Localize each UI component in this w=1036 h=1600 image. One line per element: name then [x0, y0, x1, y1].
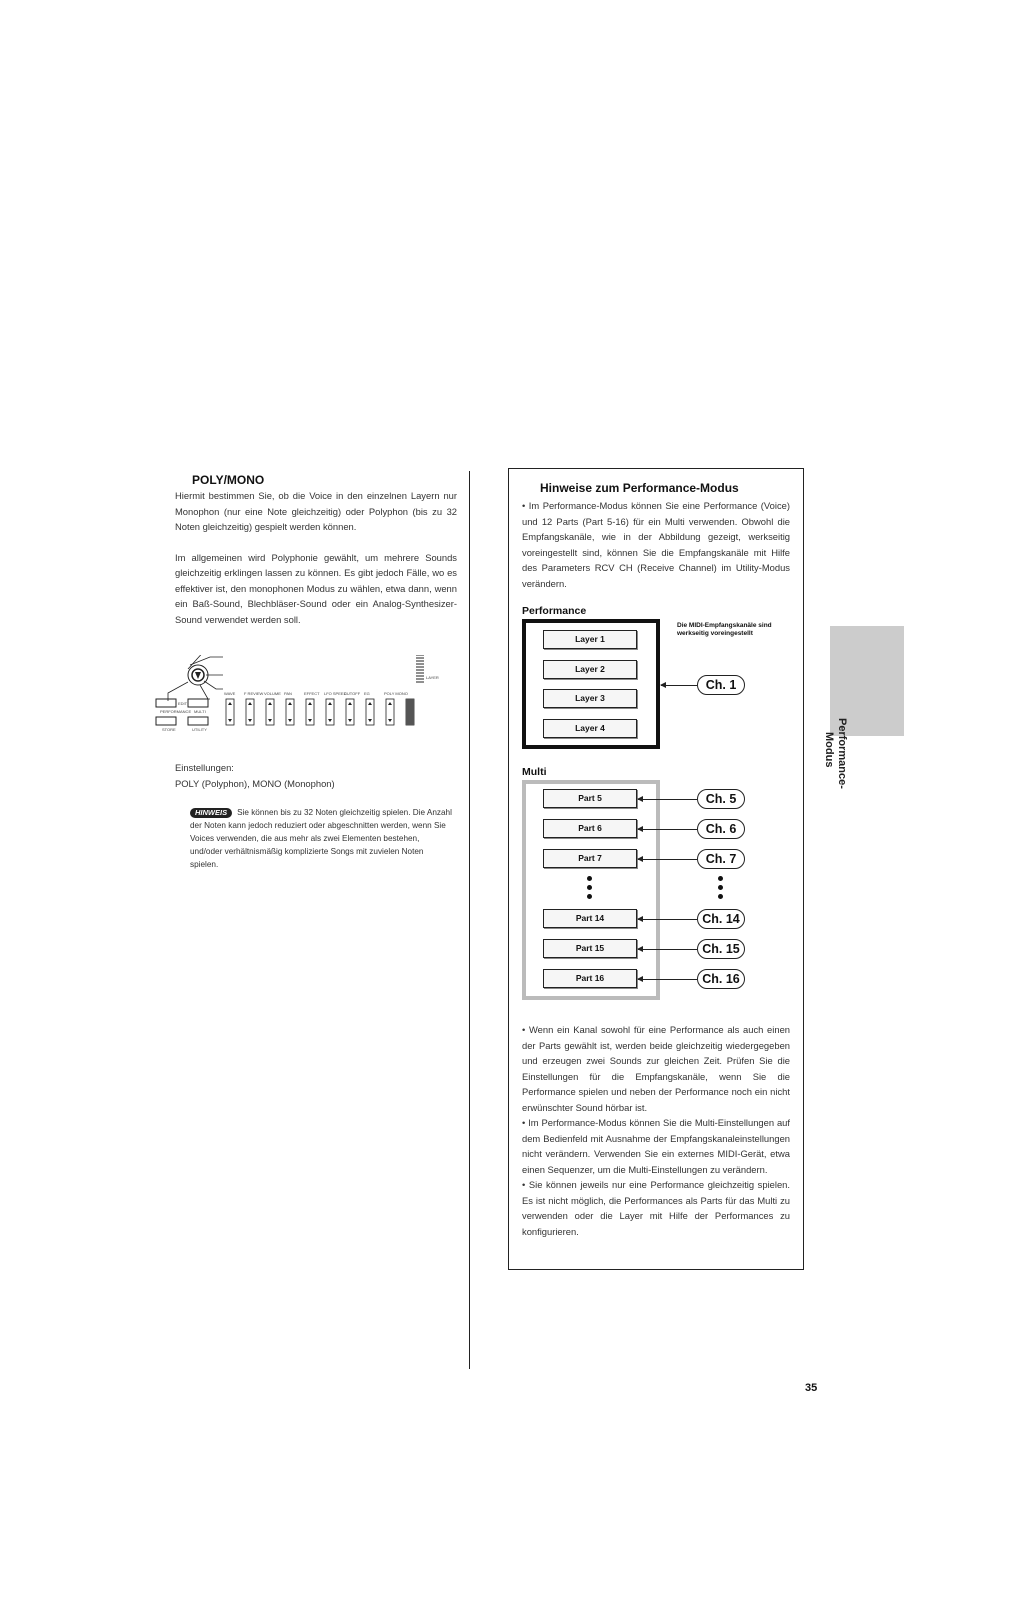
sidebar-bullets — [522, 1022, 790, 1239]
ellipsis-dot — [718, 885, 723, 890]
arrow — [661, 685, 697, 686]
performance-label: Performance — [522, 605, 587, 617]
ellipsis-dot — [587, 876, 592, 881]
channel-badge: Ch. 1 — [697, 675, 745, 695]
multi-frame — [522, 780, 660, 1000]
arrow — [638, 859, 697, 860]
ellipsis-dot — [587, 885, 592, 890]
chapter-tab — [823, 626, 904, 789]
panel-label: UTILITY — [192, 727, 207, 732]
arrow — [638, 949, 697, 950]
tab-line: Modus — [823, 732, 835, 768]
multi-label: Multi — [522, 766, 547, 778]
arrow — [638, 919, 697, 920]
slider-label: POLY MONO — [384, 691, 408, 696]
layer-box: Layer 4 — [543, 719, 637, 738]
settings-value: POLY (Polyphon), MONO (Monophon) — [175, 777, 335, 789]
slider-label: VOLUME — [264, 691, 281, 696]
slider-label: EFFECT — [304, 691, 320, 696]
page-number: 35 — [805, 1382, 818, 1394]
bullet: • Wenn ein Kanal sowohl für eine Performance als auch einen der Parts gewählt ist, werden beide gleichzeitig wiedergegeben und erzeugen zwei Sounds zur gleichen Zeit. Prüfen Sie die Einstellungen für die Empfangskanäle, wenn Sie die Performance spielen und neben der Performance noch ein nicht erwünschter Sound hörbar ist. — [522, 1024, 790, 1113]
layer-box: Layer 1 — [543, 630, 637, 649]
arrow — [638, 829, 697, 830]
settings — [175, 760, 457, 791]
tab-line: Performance- — [836, 718, 848, 789]
panel-label: STORE — [162, 727, 176, 732]
part-box: Part 16 — [543, 969, 637, 988]
bullet: • Sie können jeweils nur eine Performance gleichzeitig spielen. Es ist nicht möglich, die Performances als Parts für das Multi zu verwenden oder die Layer mit Hilfe der Performances zu konfigurieren. — [522, 1179, 790, 1237]
slider-label: PAN — [284, 691, 292, 696]
panel-label: EDIT — [178, 701, 188, 706]
part-box: Part 6 — [543, 819, 637, 838]
channel-badge: Ch. 15 — [697, 939, 745, 959]
left-body — [175, 488, 457, 627]
preset-note: Die MIDI-Empfangskanäle sind werkseitig voreingestellt — [677, 622, 772, 637]
hinweis-badge: HINWEIS — [190, 808, 232, 818]
arrow — [638, 799, 697, 800]
channel-badge: Ch. 7 — [697, 849, 745, 869]
channel-badge: Ch. 16 — [697, 969, 745, 989]
slider-label: EG — [364, 691, 370, 696]
part-box: Part 14 — [543, 909, 637, 928]
note-text: Sie können bis zu 32 Noten gleichzeitig spielen. Die Anzahl der Noten kann jedoch reduziert oder abgeschnitten werden, wenn Sie Voices verwenden, die aus mehr als zwei Elementen bestehen, und/oder verhältnismäßig komplizierte Songs mit zuvielen Noten spielen. — [190, 808, 452, 869]
paragraph: Im allgemeinen wird Polyphonie gewählt, um mehrere Sounds gleichzeitig erklingen lassen zu können. Es gibt jedoch Fälle, wo es effektiver ist, den monophonen Modus zu wählen, etwa dann, wenn ein Baß-Sound, Blechbläser-Sound oder ein Analog-Synthesizer-Sound verwendet werden soll. — [175, 551, 457, 625]
bullet: • Im Performance-Modus können Sie die Multi-Einstellungen auf dem Bedienfeld mit Ausnahme der Empfangskanaleinstellungen nicht verändern. Verwenden Sie ein externes MIDI-Gerät, etwa einen Sequenzer, um die Multi-Einstellungen zu verändern. — [522, 1117, 790, 1175]
chapter-tab-label — [822, 718, 848, 789]
sidebar-heading: Hinweise zum Performance-Modus — [540, 481, 739, 495]
slider-label: LFO SPEED — [324, 691, 347, 696]
ellipsis-dot — [587, 894, 592, 899]
channel-badge: Ch. 14 — [697, 909, 745, 929]
panel-label: LAYER — [426, 675, 439, 680]
panel-label: PERFORMANCE — [160, 709, 192, 714]
channel-badge: Ch. 5 — [697, 789, 745, 809]
hinweis-note — [190, 806, 452, 871]
layer-box: Layer 3 — [543, 689, 637, 708]
slider-label: CUTOFF — [344, 691, 361, 696]
settings-label: Einstellungen: — [175, 762, 234, 773]
sidebar-intro: • Im Performance-Modus können Sie eine Performance (Voice) und 12 Parts (Part 5-16) für ein Multi verwenden. Obwohl die Empfangskanäle, wie in der Abbildung gezeigt, werkseitig voreingestellt sind, können Sie die Empfangskanäle mit Hilfe des Parameters RCV CH (Receive Channel) im Utility-Modus verändern. — [522, 500, 790, 589]
column-divider — [469, 471, 470, 1369]
channel-badge: Ch. 6 — [697, 819, 745, 839]
section-heading: POLY/MONO — [192, 473, 265, 487]
part-box: Part 5 — [543, 789, 637, 808]
ellipsis-dot — [718, 876, 723, 881]
ellipsis-dot — [718, 894, 723, 899]
panel-illustration — [148, 655, 448, 745]
slider-label: WAVE — [224, 691, 236, 696]
paragraph: Hiermit bestimmen Sie, ob die Voice in den einzelnen Layern nur Monophon (nur eine Note gleichzeitig) oder Polyphon (bis zu 32 Noten gleichzeitig) gespielt werden können. — [175, 490, 457, 532]
slider-label: F REVIEW — [244, 691, 264, 696]
panel-label: MULTI — [194, 709, 206, 714]
part-box: Part 15 — [543, 939, 637, 958]
part-box: Part 7 — [543, 849, 637, 868]
layer-box: Layer 2 — [543, 660, 637, 679]
arrow — [638, 979, 697, 980]
